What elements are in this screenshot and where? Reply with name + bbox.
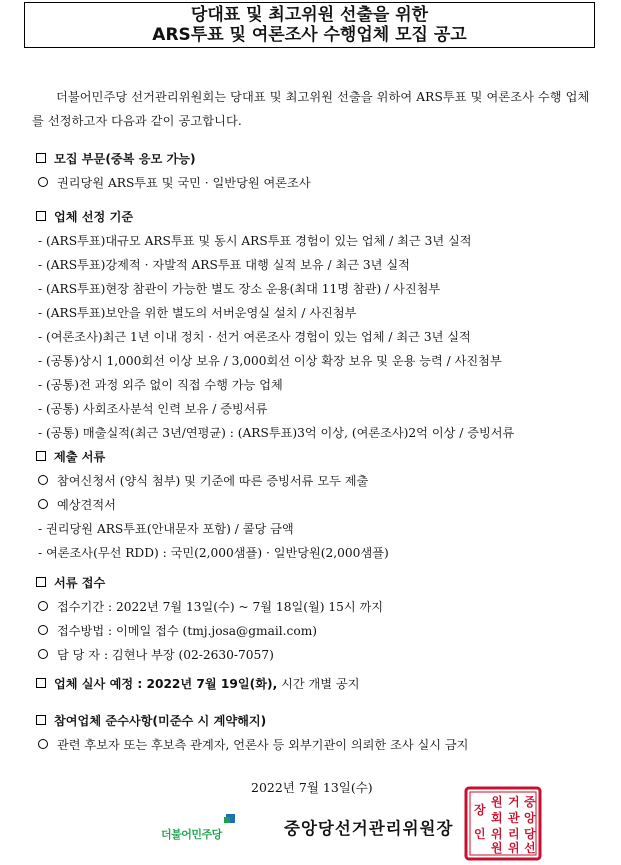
list-item: 담 당 자 : 김현나 부장 (02-2630-7057) <box>38 646 274 664</box>
square-bullet-icon <box>36 451 46 461</box>
svg-text:선: 선 <box>524 841 536 855</box>
criteria-item: - (공통)전 과정 외주 없이 직접 수행 가능 업체 <box>38 378 283 392</box>
title-line-2: ARS투표 및 여론조사 수행업체 모집 공고 <box>152 25 467 45</box>
criteria-item: - (ARS투표)강제적 · 자발적 ARS투표 대행 실적 보유 / 최근 3년 실적 <box>38 258 410 272</box>
svg-text:위: 위 <box>508 841 520 855</box>
sub-item: - 권리당원 ARS투표(안내문자 포함) / 콜당 금액 <box>38 522 294 536</box>
circle-bullet-icon <box>38 499 48 509</box>
circle-bullet-icon <box>38 739 48 749</box>
section-inspection: 업체 실사 예정 : 2022년 7월 19일(화), 시간 개별 공지 <box>36 675 359 693</box>
circle-bullet-icon <box>38 625 48 635</box>
criteria-item: - (공통)상시 1,000회선 이상 보유 / 3,000회선 이상 확장 보유 및 운용 능력 / 사진첨부 <box>38 354 502 368</box>
svg-text:회: 회 <box>491 811 503 825</box>
list-item: 관련 후보자 또는 후보측 관계자, 언론사 등 외부기관이 의뢰한 조사 실시 금지 <box>38 736 468 754</box>
svg-text:원: 원 <box>491 795 503 809</box>
list-item: 참여신청서 (양식 첨부) 및 기준에 따른 증빙서류 모두 제출 <box>38 472 368 490</box>
list-item: 예상견적서 <box>38 496 116 514</box>
party-logo-mark-icon <box>223 813 237 827</box>
title-line-1: 당대표 및 최고위원 선출을 위한 <box>190 5 429 25</box>
svg-text:중: 중 <box>524 795 536 809</box>
svg-text:장: 장 <box>474 803 486 817</box>
sub-item: - 여론조사(무선 RDD) : 국민(2,000샘플) · 일반당원(2,000샘플) <box>38 546 389 560</box>
square-bullet-icon <box>36 577 46 587</box>
svg-text:인: 인 <box>474 827 486 841</box>
svg-text:관: 관 <box>508 811 520 825</box>
section-heading-submission: 서류 접수 <box>36 574 105 592</box>
svg-text:당: 당 <box>524 827 536 841</box>
party-logo-text: 더불어민주당 <box>161 828 222 841</box>
square-bullet-icon <box>36 153 46 163</box>
criteria-item: - (ARS투표)대규모 ARS투표 및 동시 ARS투표 경험이 있는 업체 / 최근 3년 실적 <box>38 234 472 248</box>
notice-date: 2022년 7월 13일(수) <box>251 780 373 795</box>
square-bullet-icon <box>36 211 46 221</box>
svg-text:원: 원 <box>491 841 503 855</box>
circle-bullet-icon <box>38 177 48 187</box>
svg-text:위: 위 <box>491 827 503 841</box>
section-heading-documents: 제출 서류 <box>36 448 105 466</box>
circle-bullet-icon <box>38 649 48 659</box>
square-bullet-icon <box>36 715 46 725</box>
circle-bullet-icon <box>38 475 48 485</box>
official-seal-icon <box>464 786 542 861</box>
circle-bullet-icon <box>38 601 48 611</box>
party-logo <box>161 813 241 845</box>
title-box <box>24 2 595 48</box>
list-item: 권리당원 ARS투표 및 국민 · 일반당원 여론조사 <box>38 174 311 192</box>
list-item: 접수기간 : 2022년 7월 13일(수) ~ 7월 18일(월) 15시 까지 <box>38 598 383 616</box>
section-heading-criteria: 업체 선정 기준 <box>36 208 133 226</box>
criteria-item: - (공통) 사회조사분석 인력 보유 / 증빙서류 <box>38 402 268 416</box>
intro-paragraph: 더불어민주당 선거관리위원회는 당대표 및 최고위원 선출을 위하여 ARS투표 및 여론조사 수행 업체를 선정하고자 다음과 같이 공고합니다. <box>32 90 590 128</box>
svg-text:리: 리 <box>508 827 520 841</box>
section-heading-recruit: 모집 부문(중복 응모 가능) <box>36 150 196 168</box>
list-item: 접수방법 : 이메일 접수 (tmj.josa@gmail.com) <box>38 622 317 640</box>
svg-text:거: 거 <box>508 795 520 809</box>
svg-text:앙: 앙 <box>524 811 536 825</box>
square-bullet-icon <box>36 678 46 688</box>
section-heading-compliance: 참여업체 준수사항(미준수 시 계약해지) <box>36 712 266 730</box>
criteria-item: - (ARS투표)보안을 위한 별도의 서버운영실 설치 / 사진첨부 <box>38 306 357 320</box>
criteria-item: - (여론조사)최근 1년 이내 정치 · 선거 여론조사 경험이 있는 업체 / 최근 3년 실적 <box>38 330 471 344</box>
committee-signature: 중앙당선거관리위원장 <box>284 819 454 838</box>
criteria-item: - (ARS투표)현장 참관이 가능한 별도 장소 운용(최대 11명 참관) / 사진첨부 <box>38 282 441 296</box>
criteria-item: - (공통) 매출실적(최근 3년/연평균) : (ARS투표)3억 이상, (여론조사)2억 이상 / 증빙서류 <box>38 426 515 440</box>
